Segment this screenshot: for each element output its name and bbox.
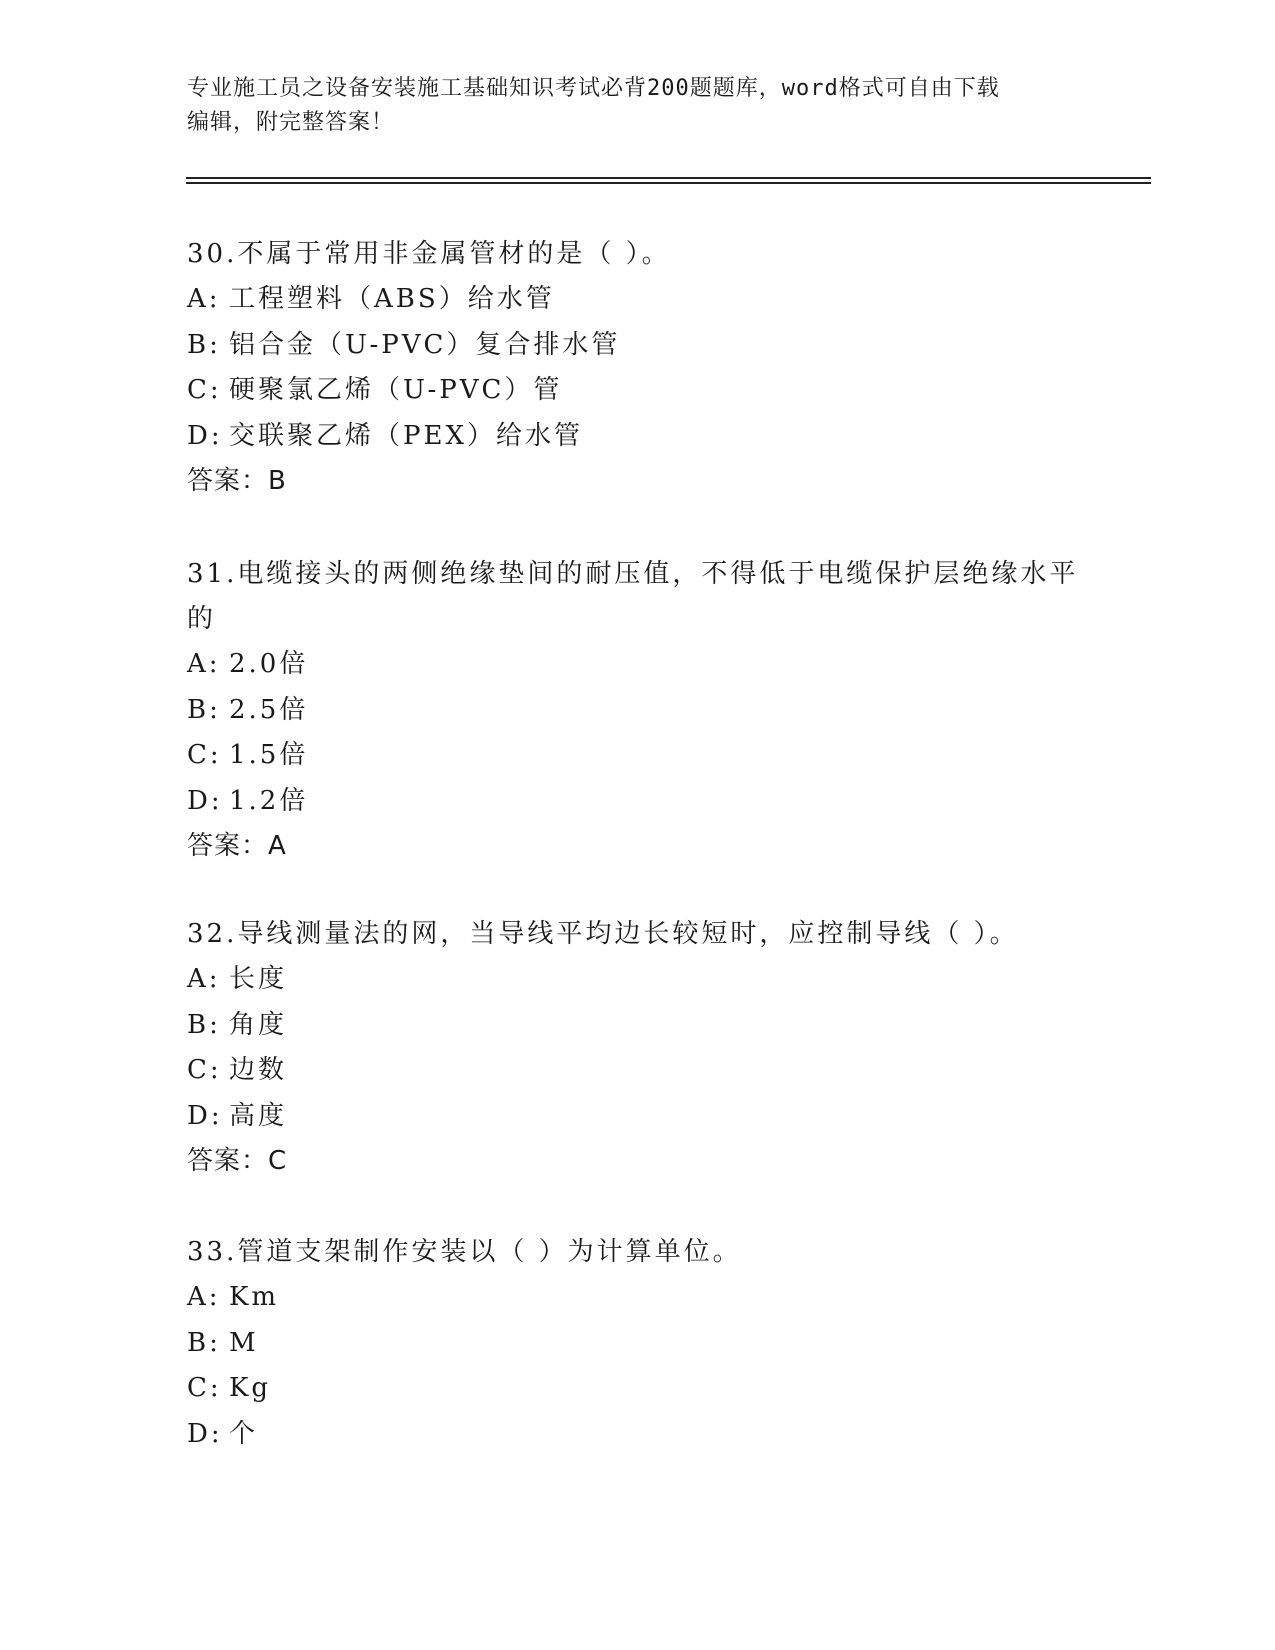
option-a bbox=[187, 642, 1087, 688]
option-letter: A: bbox=[187, 1282, 221, 1312]
option-text: 硬聚氯乙烯（U-PVC）管 bbox=[229, 375, 563, 405]
option-text: 工程塑料（ABS）给水管 bbox=[229, 284, 555, 314]
option-b bbox=[187, 1321, 1087, 1367]
answer-label: 答案：C bbox=[187, 1146, 288, 1176]
header-line-1: 专业施工员之设备安装施工基础知识考试必背200题题库，word格式可自由下载 bbox=[187, 76, 1000, 101]
answer-label: 答案：B bbox=[187, 466, 287, 496]
header-line-2: 编辑，附完整答案！ bbox=[187, 110, 395, 135]
document-header bbox=[187, 72, 1077, 140]
question-title: 32.导线测量法的网，当导线平均边长较短时，应控制导线（ ）。 bbox=[187, 919, 1019, 949]
answer-label: 答案：A bbox=[187, 831, 287, 861]
question-title: 33.管道支架制作安装以（ ）为计算单位。 bbox=[187, 1237, 742, 1267]
question-32 bbox=[187, 912, 1087, 1184]
question-31 bbox=[187, 552, 1087, 869]
option-text: 1.2倍 bbox=[229, 785, 309, 816]
option-a bbox=[187, 1275, 1087, 1321]
option-letter: D: bbox=[187, 1100, 223, 1131]
header-divider-bottom bbox=[186, 182, 1151, 184]
option-letter: A: bbox=[187, 284, 221, 314]
question-title: 31.电缆接头的两侧绝缘垫间的耐压值，不得低于电缆保护层绝缘水平的 bbox=[187, 559, 1079, 634]
option-b bbox=[187, 323, 1087, 369]
option-letter: C: bbox=[187, 740, 222, 770]
option-text: 角度 bbox=[229, 1009, 288, 1040]
option-letter: C: bbox=[187, 1055, 222, 1085]
option-b bbox=[187, 688, 1087, 734]
option-c bbox=[187, 733, 1087, 779]
option-text: Km bbox=[229, 1282, 280, 1312]
option-letter: B: bbox=[187, 1327, 221, 1358]
option-text: 铝合金（U-PVC）复合排水管 bbox=[229, 329, 621, 360]
option-d bbox=[187, 414, 1087, 460]
option-text: M bbox=[229, 1327, 259, 1358]
option-a bbox=[187, 957, 1087, 1003]
option-c bbox=[187, 1048, 1087, 1094]
option-text: 个 bbox=[229, 1418, 259, 1449]
option-letter: D: bbox=[187, 420, 223, 451]
option-text: 2.5倍 bbox=[229, 694, 309, 725]
question-title: 30.不属于常用非金属管材的是（ ）。 bbox=[187, 239, 671, 269]
option-text: 1.5倍 bbox=[229, 740, 309, 770]
option-letter: B: bbox=[187, 329, 221, 360]
option-a bbox=[187, 277, 1087, 323]
option-text: 高度 bbox=[229, 1100, 288, 1131]
option-text: Kg bbox=[229, 1373, 272, 1403]
option-d bbox=[187, 1412, 1087, 1458]
option-letter: B: bbox=[187, 694, 221, 725]
option-c bbox=[187, 368, 1087, 414]
option-text: 2.0倍 bbox=[229, 649, 309, 679]
option-letter: D: bbox=[187, 785, 223, 816]
option-letter: B: bbox=[187, 1009, 221, 1040]
option-letter: D: bbox=[187, 1418, 223, 1449]
option-text: 交联聚乙烯（PEX）给水管 bbox=[229, 420, 583, 451]
option-text: 长度 bbox=[229, 964, 288, 994]
option-c bbox=[187, 1366, 1087, 1412]
option-letter: A: bbox=[187, 649, 221, 679]
option-text: 边数 bbox=[229, 1055, 288, 1085]
question-30 bbox=[187, 232, 1087, 504]
option-letter: C: bbox=[187, 1373, 222, 1403]
option-letter: C: bbox=[187, 375, 222, 405]
option-d bbox=[187, 779, 1087, 825]
header-divider-top bbox=[186, 177, 1151, 179]
option-b bbox=[187, 1003, 1087, 1049]
option-letter: A: bbox=[187, 964, 221, 994]
option-d bbox=[187, 1094, 1087, 1140]
question-33 bbox=[187, 1230, 1087, 1457]
